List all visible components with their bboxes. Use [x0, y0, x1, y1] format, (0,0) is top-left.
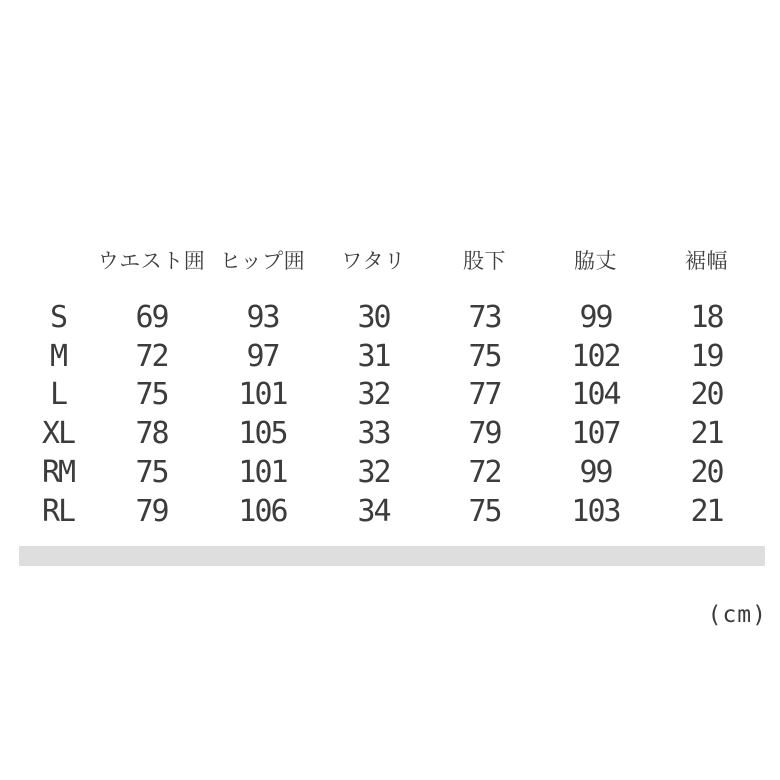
measurement-value: 104 — [571, 377, 620, 413]
measurement-value: 99 — [579, 299, 612, 335]
measurement-value: 93 — [246, 299, 279, 335]
column-header-waist: ウエスト囲 — [97, 249, 206, 273]
measurement-value: 75 — [135, 377, 168, 413]
size-label: L — [49, 377, 67, 413]
measurement-value: 78 — [135, 416, 168, 452]
table-row — [20, 376, 762, 415]
column-header-hem-width: 裾幅 — [685, 249, 728, 273]
column-header-inseam: 股下 — [463, 249, 506, 273]
table-row — [20, 414, 762, 453]
measurement-value: 73 — [468, 299, 501, 335]
measurement-value: 99 — [579, 455, 612, 491]
table-row — [20, 492, 762, 531]
measurement-value: 106 — [238, 493, 287, 529]
measurement-value: 33 — [357, 416, 390, 452]
table-row — [20, 453, 762, 492]
measurement-value: 103 — [571, 493, 620, 529]
measurement-value: 69 — [135, 299, 168, 335]
measurement-value: 97 — [246, 338, 279, 374]
measurement-value: 20 — [690, 455, 723, 491]
measurement-value: 72 — [468, 455, 501, 491]
measurement-value: 21 — [690, 493, 723, 529]
table-row — [20, 337, 762, 376]
size-chart-table — [20, 243, 762, 531]
table-row — [20, 298, 762, 337]
table-header-row — [20, 243, 762, 277]
measurement-value: 21 — [690, 416, 723, 452]
measurement-value: 32 — [357, 377, 390, 413]
measurement-value: 30 — [357, 299, 390, 335]
measurement-value: 75 — [135, 455, 168, 491]
measurement-value: 79 — [468, 416, 501, 452]
divider-bar — [19, 546, 765, 566]
measurement-value: 101 — [238, 455, 287, 491]
column-header-thigh: ワタリ — [341, 249, 406, 273]
column-header-hip: ヒップ囲 — [219, 249, 306, 273]
measurement-value: 19 — [690, 338, 723, 374]
measurement-value: 101 — [238, 377, 287, 413]
size-label: RL — [41, 493, 75, 529]
measurement-value: 75 — [468, 493, 501, 529]
measurement-value: 79 — [135, 493, 168, 529]
measurement-value: 18 — [690, 299, 723, 335]
measurement-value: 20 — [690, 377, 723, 413]
measurement-value: 102 — [571, 338, 620, 374]
size-label: S — [49, 299, 67, 335]
measurement-value: 75 — [468, 338, 501, 374]
measurement-value: 34 — [357, 493, 390, 529]
size-label: RM — [41, 455, 75, 491]
measurement-value: 77 — [468, 377, 501, 413]
size-label: XL — [41, 416, 75, 452]
measurement-value: 72 — [135, 338, 168, 374]
measurement-value: 107 — [571, 416, 620, 452]
measurement-value: 32 — [357, 455, 390, 491]
column-header-side-length: 脇丈 — [574, 249, 617, 273]
unit-label: (cm) — [707, 602, 767, 628]
measurement-value: 105 — [238, 416, 287, 452]
measurement-value: 31 — [357, 338, 390, 374]
size-label: M — [49, 338, 67, 374]
